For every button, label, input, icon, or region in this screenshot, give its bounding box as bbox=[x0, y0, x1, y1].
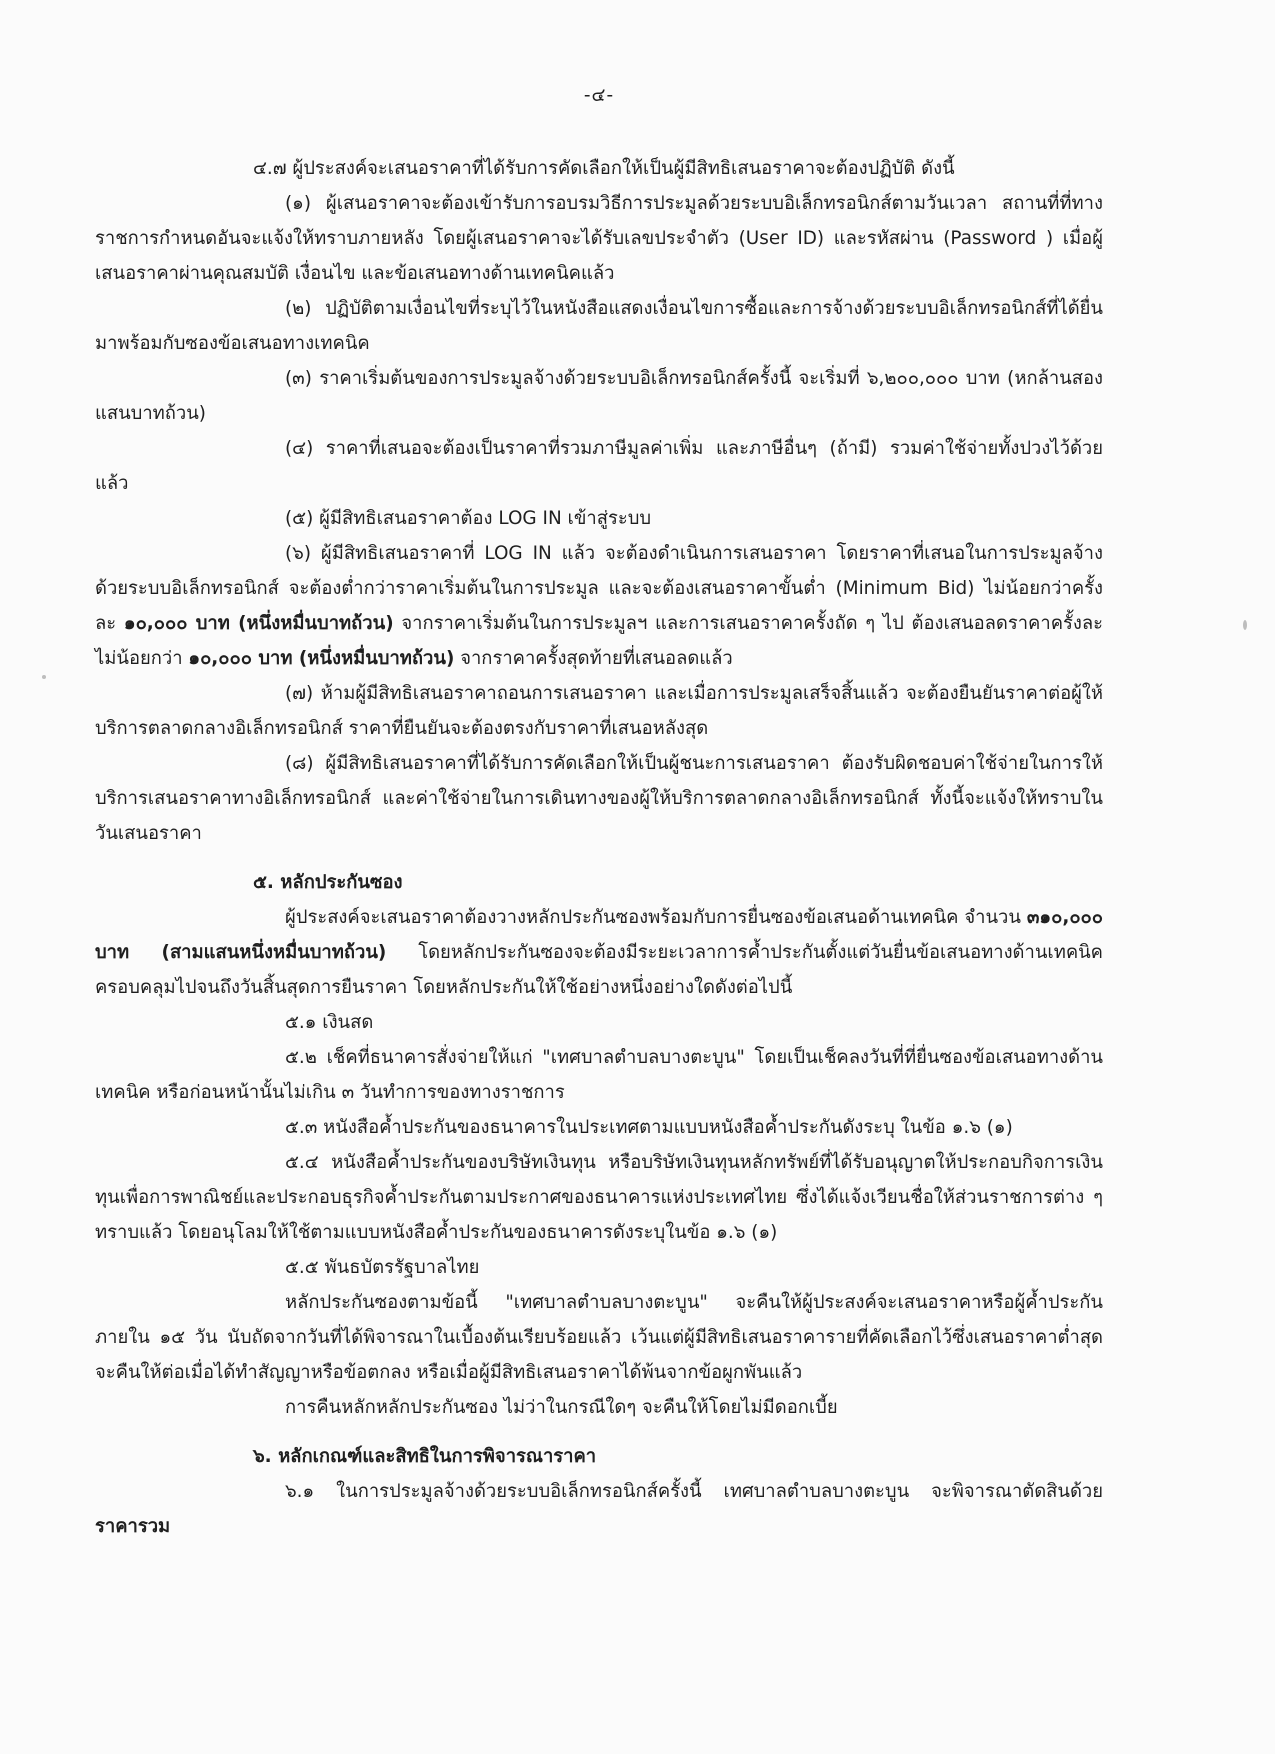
clause-4-7-7: (๗) ห้ามผู้มีสิทธิเสนอราคาถอนการเสนอราคา และเมื่อการประมูลเสร็จสิ้นแล้ว จะต้องยืนยันราคาต่อผู้ให้บริการตลาดกลางอิเล็กทรอนิกส์ ราคาที่ยืนยันจะต้องตรงกับราคาที่เสนอหลังสุด bbox=[95, 683, 1103, 739]
section-4-7-heading: ๔.๗ ผู้ประสงค์จะเสนอราคาที่ได้รับการคัดเลือกให้เป็นผู้มีสิทธิเสนอราคาจะต้องปฏิบัติ ดังนี้ bbox=[253, 158, 955, 179]
clause-text: จากราคาครั้งสุดท้ายที่เสนอลดแล้ว bbox=[454, 648, 733, 669]
intro-text: ผู้ประสงค์จะเสนอราคาต้องวางหลักประกันซองพร้อมกับการยื่นซองข้อเสนอด้านเทคนิค จำนวน bbox=[285, 907, 1027, 928]
decrement-amount: ๑๐,๐๐๐ บาท (หนึ่งหมื่นบาทถ้วน) bbox=[188, 648, 455, 669]
guarantee-return-clause: หลักประกันซองตามข้อนี้ "เทศบาลตำบลบางตะบูน" จะคืนให้ผู้ประสงค์จะเสนอราคาหรือผู้ค้ำประกันภายใน ๑๕ วัน นับถัดจากวันที่ได้พิจารณาในเบื้องต้นเรียบร้อยแล้ว เว้นแต่ผู้มีสิทธิเสนอราคารายที่คัดเลือกไว้ซึ่งเสนอราคาต่ำสุด จะคืนให้ต่อเมื่อได้ทำสัญญาหรือข้อตกลง หรือเมื่อผู้มีสิทธิเสนอราคาได้พ้นจากข้อผูกพันแล้ว bbox=[95, 1292, 1103, 1383]
clause-text: จากราคาเริ่มต้นในการประมูลฯ และการเสนอราคาครั้งถัด ๆ ไป ต้องเสนอลดราคาครั้งละไม่น้อยกว่า bbox=[95, 613, 1103, 669]
clause-text: ๖.๑ ในการประมูลจ้างด้วยระบบอิเล็กทรอนิกส์ครั้งนี้ เทศบาลตำบลบางตะบูน จะพิจารณาตัดสินด้วย bbox=[285, 1481, 1103, 1502]
scan-speck bbox=[1243, 620, 1247, 630]
section-5-heading: ๕. หลักประกันซอง bbox=[253, 872, 403, 893]
section-6-heading: ๖. หลักเกณฑ์และสิทธิในการพิจารณาราคา bbox=[253, 1446, 597, 1467]
clause-5-3: ๕.๓ หนังสือค้ำประกันของธนาคารในประเทศตามแบบหนังสือค้ำประกันดังระบุ ในข้อ ๑.๖ (๑) bbox=[285, 1117, 1013, 1138]
clause-5-5: ๕.๕ พันธบัตรรัฐบาลไทย bbox=[285, 1257, 480, 1278]
guarantee-amount: ๓๑๐,๐๐๐ บาท (สามแสนหนึ่งหมื่นบาทถ้วน) bbox=[95, 907, 1103, 963]
intro-text: โดยหลักประกันซองจะต้องมีระยะเวลาการค้ำประกันตั้งแต่วันยื่นข้อเสนอทางด้านเทคนิค ครอบคลุมไปจนถึงวันสิ้นสุดการยืนราคา โดยหลักประกันให้ใช้อย่างหนึ่งอย่างใดดังต่อไปนี้ bbox=[95, 942, 1103, 998]
clause-4-7-2: (๒) ปฏิบัติตามเงื่อนไขที่ระบุไว้ในหนังสือแสดงเงื่อนไขการซื้อและการจ้างด้วยระบบอิเล็กทรอนิกส์ที่ได้ยื่นมาพร้อมกับซองข้อเสนอทางเทคนิค bbox=[95, 298, 1103, 354]
clause-6-1 bbox=[95, 1474, 1103, 1544]
min-bid-amount: ๑๐,๐๐๐ บาท (หนึ่งหมื่นบาทถ้วน) bbox=[123, 613, 394, 634]
clause-5-1: ๕.๑ เงินสด bbox=[285, 1012, 374, 1033]
clause-4-7-1: (๑) ผู้เสนอราคาจะต้องเข้ารับการอบรมวิธีการประมูลด้วยระบบอิเล็กทรอนิกส์ตามวันเวลา สถานที่ที่ทางราชการกำหนดอันจะแจ้งให้ทราบภายหลัง โดยผู้เสนอราคาจะได้รับเลขประจำตัว (User ID) และรหัสผ่าน (Password ) เมื่อผู้เสนอราคาผ่านคุณสมบัติ เงื่อนไข และข้อเสนอทางด้านเทคนิคแล้ว bbox=[95, 193, 1103, 284]
clause-text: (๖) ผู้มีสิทธิเสนอราคาที่ LOG IN แล้ว จะต้องดำเนินการเสนอราคา โดยราคาที่เสนอในการประมูลจ้างด้วยระบบอิเล็กทรอนิกส์ จะต้องต่ำกว่าราคาเริ่มต้นในการประมูล และจะต้องเสนอราคาขั้นต่ำ (Minimum Bid) ไม่น้อยกว่าครั้งละ bbox=[95, 543, 1103, 634]
clause-4-7-5: (๕) ผู้มีสิทธิเสนอราคาต้อง LOG IN เข้าสู่ระบบ bbox=[285, 508, 652, 529]
scan-speck bbox=[42, 675, 46, 679]
clause-4-7-4: (๔) ราคาที่เสนอจะต้องเป็นราคาที่รวมภาษีมูลค่าเพิ่ม และภาษีอื่นๆ (ถ้ามี) รวมค่าใช้จ่ายทั้งปวงไว้ด้วยแล้ว bbox=[95, 438, 1103, 494]
page-number: -๔- bbox=[583, 85, 615, 106]
clause-5-4: ๕.๔ หนังสือค้ำประกันของบริษัทเงินทุน หรือบริษัทเงินทุนหลักทรัพย์ที่ได้รับอนุญาตให้ประกอบกิจการเงินทุนเพื่อการพาณิชย์และประกอบธุรกิจค้ำประกันตามประกาศของธนาคารแห่งประเทศไทย ซึ่งได้แจ้งเวียนชื่อให้ส่วนราชการต่าง ๆ ทราบแล้ว โดยอนุโลมให้ใช้ตามแบบหนังสือค้ำประกันของธนาคารดังระบุในข้อ ๑.๖ (๑) bbox=[95, 1152, 1103, 1243]
clause-5-2: ๕.๒ เช็คที่ธนาคารสั่งจ่ายให้แก่ "เทศบาลตำบลบางตะบูน" โดยเป็นเช็คลงวันที่ที่ยื่นซองข้อเสนอทางด้านเทคนิค หรือก่อนหน้านั้นไม่เกิน ๓ วันทำการของทางราชการ bbox=[95, 1047, 1103, 1103]
clause-4-7-6 bbox=[95, 536, 1103, 676]
total-price-term: ราคารวม bbox=[95, 1516, 171, 1537]
section-5-intro bbox=[95, 900, 1103, 1005]
document-page bbox=[95, 78, 1103, 1544]
clause-4-7-3: (๓) ราคาเริ่มต้นของการประมูลจ้างด้วยระบบอิเล็กทรอนิกส์ครั้งนี้ จะเริ่มที่ ๖,๒๐๐,๐๐๐ บาท (หกล้านสองแสนบาทถ้วน) bbox=[95, 368, 1103, 424]
clause-4-7-8: (๘) ผู้มีสิทธิเสนอราคาที่ได้รับการคัดเลือกให้เป็นผู้ชนะการเสนอราคา ต้องรับผิดชอบค่าใช้จ่ายในการให้บริการเสนอราคาทางอิเล็กทรอนิกส์ และค่าใช้จ่ายในการเดินทางของผู้ให้บริการตลาดกลางอิเล็กทรอนิกส์ ทั้งนี้จะแจ้งให้ทราบในวันเสนอราคา bbox=[95, 753, 1103, 844]
no-interest-clause: การคืนหลักหลักประกันซอง ไม่ว่าในกรณีใดๆ จะคืนให้โดยไม่มีดอกเบี้ย bbox=[285, 1397, 838, 1418]
